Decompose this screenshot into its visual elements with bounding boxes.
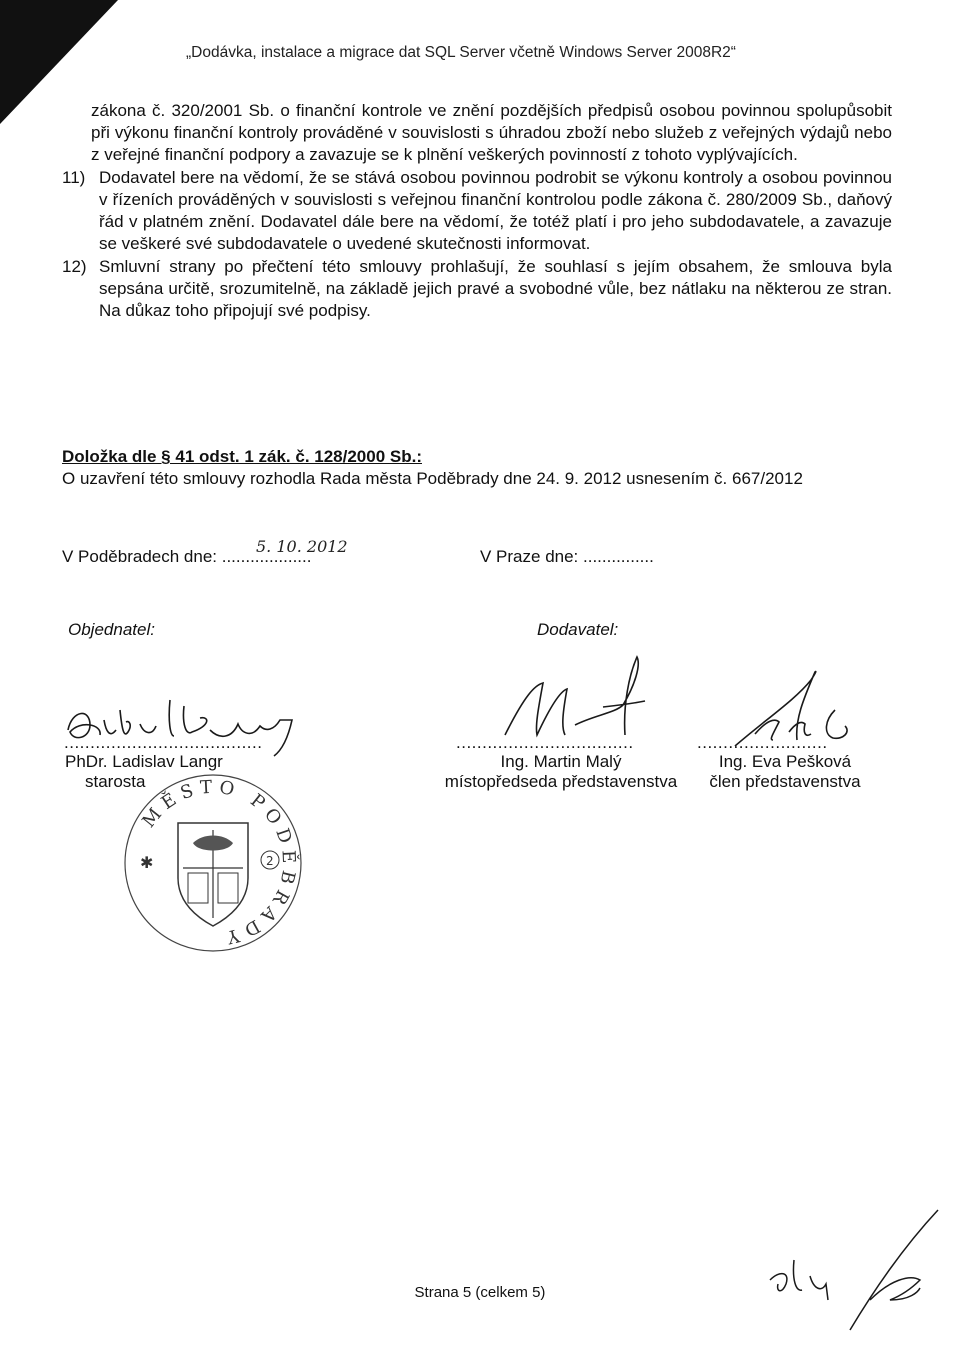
signature-line-left: ...................................... bbox=[64, 733, 263, 752]
signatory-peskova bbox=[690, 752, 880, 792]
page-initials bbox=[760, 1200, 940, 1340]
signatory-role: místopředseda představenstva bbox=[444, 772, 678, 791]
signatory-role: člen představenstva bbox=[709, 772, 861, 791]
stamp-text: MĚSTO PODĚBRADY bbox=[138, 776, 300, 949]
continuation-paragraph: zákona č. 320/2001 Sb. o finanční kontrole ve znění pozdějších předpisů osobou povinnou spolupůsobit při výkonu finanční kontroly prováděné v souvislosti s úhradou zboží nebo služeb z veřejných výdajů nebo z veřejné finanční podpory a zavazuje se k plnění veškerých povinností z tohoto vyplývajících. bbox=[91, 101, 892, 164]
item-number: 12) bbox=[62, 257, 87, 276]
signature-maly bbox=[495, 655, 695, 745]
place-date-right: V Praze dne: ............... bbox=[480, 547, 654, 566]
party-right-label: Dodavatel: bbox=[537, 620, 619, 639]
coat-of-arms-icon bbox=[178, 823, 248, 926]
stamp-number: 2 bbox=[266, 854, 274, 868]
city-stamp bbox=[118, 768, 308, 958]
clause-item-12 bbox=[62, 256, 892, 322]
signatory-name: Ing. Eva Pešková bbox=[718, 752, 852, 771]
signatory-name: PhDr. Ladislav Langr bbox=[65, 752, 223, 771]
contract-body bbox=[62, 100, 892, 322]
star-icon: ✱ bbox=[140, 853, 154, 872]
page-number: Strana 5 (celkem 5) bbox=[414, 1284, 546, 1301]
place-left-label: V Poděbradech dne: bbox=[62, 547, 222, 566]
clause-heading: Doložka dle § 41 odst. 1 zák. č. 128/2000 Sb.: bbox=[62, 447, 422, 466]
document-header: „Dodávka, instalace a migrace dat SQL Server včetně Windows Server 2008R2“ bbox=[186, 44, 736, 61]
place-left-dots: ................... bbox=[221, 547, 312, 566]
item-number: 11) bbox=[62, 168, 86, 187]
approval-clause bbox=[62, 446, 892, 490]
signatory-maly bbox=[436, 752, 686, 792]
item-text: Smluvní strany po přečtení této smlouvy prohlašují, že souhlasí s jejím obsahem, že smlouva byla sepsána určitě, srozumitelně, na základě jejich pravé a svobodné vůle, bez nátlaku na některou ze stran. Na důkaz toho připojují své podpisy. bbox=[99, 257, 892, 320]
clause-text: O uzavření této smlouvy rozhodla Rada města Poděbrady dne 24. 9. 2012 usnesením č. 667/2012 bbox=[62, 469, 803, 488]
signature-line-middle: .................................. bbox=[456, 733, 634, 752]
clause-item-11 bbox=[62, 167, 892, 255]
party-left-label: Objednatel: bbox=[68, 620, 155, 639]
handwritten-date bbox=[254, 532, 394, 562]
item-text: Dodavatel bere na vědomí, že se stává osobou povinnou podrobit se výkonu kontroly a osobou povinnou v řízeních prováděných v souvislosti s veřejnou finanční kontrolou podle zákona č. 280/2009 Sb., daňový řád v platném znění. Dodavatel dále bere na vědomí, že totéž platí i pro jeho subdodavatele, a zavazuje se veškeré své subdodavatele o uvedené skutečnosti informovat. bbox=[99, 168, 892, 253]
signatory-name: Ing. Martin Malý bbox=[500, 752, 622, 771]
handwritten-date-text: 5. 10. 2012 bbox=[256, 537, 348, 556]
signatory-role: starosta bbox=[85, 772, 146, 791]
signature-line-right: ......................... bbox=[697, 733, 828, 752]
